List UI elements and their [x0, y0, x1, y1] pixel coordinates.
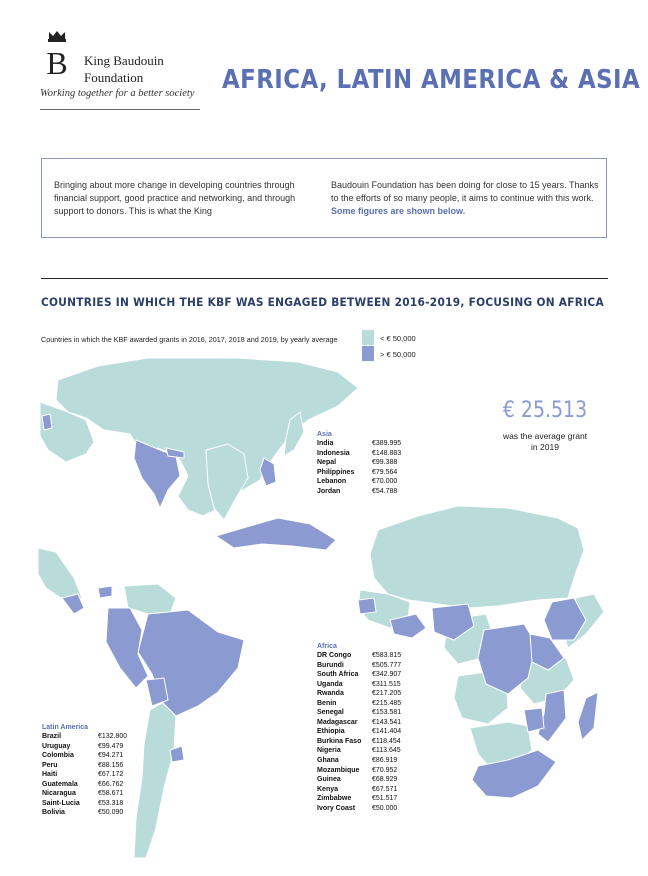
- country-name: Zimbabwe: [317, 795, 352, 803]
- grant-row: [317, 708, 401, 718]
- southern-cone: [134, 702, 176, 858]
- grant-amount: €66.762: [98, 780, 124, 788]
- grant-amount: €311.515: [372, 680, 401, 688]
- org-name: [84, 52, 164, 86]
- grant-amount: €54.788: [372, 487, 398, 495]
- venezuela-guianas: [124, 584, 176, 614]
- logo-divider: [40, 109, 200, 110]
- grant-amount: €50.000: [372, 804, 398, 812]
- grant-row: [317, 727, 401, 737]
- country-name: Indonesia: [317, 449, 350, 457]
- legend-label-low: < € 50,000: [380, 334, 416, 343]
- country-name: Saint-Lucia: [42, 799, 80, 807]
- grant-amount: €99.388: [372, 459, 398, 467]
- philippines: [260, 458, 276, 486]
- grant-amount: €113.645: [372, 747, 401, 755]
- region-asia: [317, 431, 401, 496]
- grant-row: [317, 680, 401, 690]
- grant-row: [317, 487, 401, 497]
- grant-amount: €153.581: [372, 709, 402, 717]
- grant-amount: €70.952: [372, 766, 398, 774]
- grant-amount: €53.318: [98, 799, 124, 807]
- country-name: Uruguay: [42, 742, 71, 750]
- grant-row: [317, 689, 401, 699]
- grant-amount: €132.800: [98, 733, 128, 740]
- country-name: Uganda: [317, 680, 343, 688]
- grant-amount: €148.883: [372, 449, 402, 457]
- grant-amount: €67.571: [372, 785, 398, 793]
- grant-amount: €88.156: [98, 761, 124, 769]
- haiti-saint-lucia: [98, 586, 112, 598]
- grant-row: [317, 439, 401, 449]
- grant-amount: €67.172: [98, 771, 124, 779]
- grant-row: [42, 761, 127, 771]
- grant-row: [42, 770, 127, 780]
- grant-row: [42, 751, 127, 761]
- country-name: Rwanda: [317, 690, 344, 698]
- grant-amount: €68.929: [372, 776, 398, 784]
- intro-left-text: Bringing about more change in developing countries through financial support, good practice and networking, and through support to donors. This is what the King: [54, 180, 296, 216]
- country-name: Benin: [317, 699, 337, 707]
- country-name: DR Congo: [317, 652, 352, 659]
- grant-row: [317, 651, 401, 661]
- grant-amount: €70.000: [372, 478, 398, 486]
- grant-row: [317, 661, 401, 671]
- indonesia: [216, 518, 336, 550]
- country-name: Jordan: [317, 487, 341, 495]
- grant-row: [42, 742, 127, 752]
- tagline: Working together for a better society: [40, 88, 195, 99]
- grant-row: [317, 477, 401, 487]
- grant-amount: €99.479: [98, 742, 124, 750]
- section-divider: [41, 278, 608, 279]
- country-name: Burkina Faso: [317, 737, 362, 745]
- page-title: AFRICA, LATIN AMERICA & ASIA: [222, 65, 641, 95]
- grant-amount: €79.564: [372, 468, 398, 476]
- grant-row: [317, 804, 401, 814]
- region-title: Latin America: [42, 724, 89, 731]
- figures-link: Some figures are shown below.: [331, 206, 466, 216]
- grant-row: [42, 780, 127, 790]
- average-grant-caption: [480, 431, 610, 453]
- mexico-central: [38, 548, 82, 600]
- legend-label-high: > € 50,000: [380, 350, 416, 359]
- country-name: Brazil: [42, 733, 62, 740]
- org-name-line2: Foundation: [84, 70, 144, 85]
- country-name: Ivory Coast: [317, 804, 356, 812]
- north-africa: [370, 506, 584, 608]
- grant-amount: €118.454: [372, 737, 401, 745]
- crown-icon: [40, 30, 74, 82]
- region-title: Asia: [317, 431, 332, 438]
- country-name: Guinea: [317, 776, 341, 784]
- grant-amount: €51.517: [372, 795, 398, 803]
- grant-row: [317, 718, 401, 728]
- grant-amount: €342.907: [372, 671, 402, 679]
- grant-row: [317, 468, 401, 478]
- grant-row: [317, 766, 401, 776]
- grant-row: [317, 670, 401, 680]
- grant-row: [317, 756, 401, 766]
- kbf-logo: [40, 30, 210, 112]
- map-subtitle: Countries in which the KBF awarded grants in 2016, 2017, 2018 and 2019, by yearly average: [41, 335, 338, 344]
- intro-right-column: [331, 179, 601, 218]
- country-name: Ethiopia: [317, 728, 345, 736]
- grant-amount: €389.995: [372, 440, 402, 447]
- grant-row: [317, 746, 401, 756]
- country-name: Colombia: [42, 752, 74, 760]
- legend-swatch-low: [362, 330, 374, 345]
- org-name-line1: King Baudouin: [84, 53, 164, 68]
- zimbabwe: [524, 708, 544, 732]
- region-title: Africa: [317, 643, 337, 650]
- asia-landmass: [56, 358, 358, 516]
- grant-amount: €50.090: [98, 809, 124, 817]
- country-name: Nepal: [317, 459, 337, 467]
- grant-row: [317, 449, 401, 459]
- region-latin-america: [42, 724, 127, 818]
- country-name: Lebanon: [317, 478, 347, 486]
- country-name: Senegal: [317, 709, 344, 717]
- lebanon-jordan: [42, 414, 52, 430]
- country-name: Haiti: [42, 771, 58, 779]
- country-name: India: [317, 440, 334, 447]
- grant-row: [317, 737, 401, 747]
- grant-amount: €215.485: [372, 699, 402, 707]
- country-name: Kenya: [317, 785, 339, 793]
- region-africa: [317, 643, 401, 813]
- intro-box: [41, 158, 607, 238]
- grant-amount: €86.919: [372, 757, 398, 765]
- grant-amount: €141.404: [372, 728, 402, 736]
- madagascar: [578, 692, 598, 740]
- country-name: Bolivia: [42, 809, 65, 817]
- country-name: Nigeria: [317, 747, 341, 755]
- grant-row: [42, 732, 127, 742]
- grant-row: [317, 699, 401, 709]
- grant-row: [317, 785, 401, 795]
- country-name: Mozambique: [317, 766, 360, 774]
- grant-row: [317, 775, 401, 785]
- crest-letter: B: [46, 45, 68, 81]
- country-name: South Africa: [317, 671, 359, 679]
- grant-amount: €583.815: [372, 652, 402, 659]
- country-name: Madagascar: [317, 718, 358, 726]
- grant-amount: €94.271: [98, 752, 124, 760]
- grant-row: [42, 789, 127, 799]
- grant-row: [42, 808, 127, 818]
- section-title: COUNTRIES IN WHICH THE KBF WAS ENGAGED BETWEEN 2016-2019, FOCUSING ON AFRICA: [41, 295, 604, 309]
- grant-amount: €505.777: [372, 661, 402, 669]
- grant-amount: €217.205: [372, 690, 402, 698]
- grant-row: [42, 799, 127, 809]
- grant-row: [317, 794, 401, 804]
- country-name: Nicaragua: [42, 790, 76, 798]
- grant-row: [317, 458, 401, 468]
- country-name: Guatemala: [42, 780, 78, 788]
- grant-amount: €143.541: [372, 718, 402, 726]
- grant-amount: €58.671: [98, 790, 124, 798]
- country-name: Philippines: [317, 468, 355, 476]
- country-name: Peru: [42, 761, 58, 769]
- average-grant-value: € 25.513: [502, 398, 588, 423]
- intro-right-text: Baudouin Foundation has been doing for close to 15 years. Thanks to the efforts of so many people, it aims to continue with this work.: [331, 180, 599, 203]
- country-name: Ghana: [317, 757, 339, 765]
- senegal: [358, 598, 376, 614]
- average-caption-line2: in 2019: [531, 442, 559, 452]
- country-name: Burundi: [317, 661, 344, 669]
- average-caption-line1: was the average grant: [502, 431, 588, 441]
